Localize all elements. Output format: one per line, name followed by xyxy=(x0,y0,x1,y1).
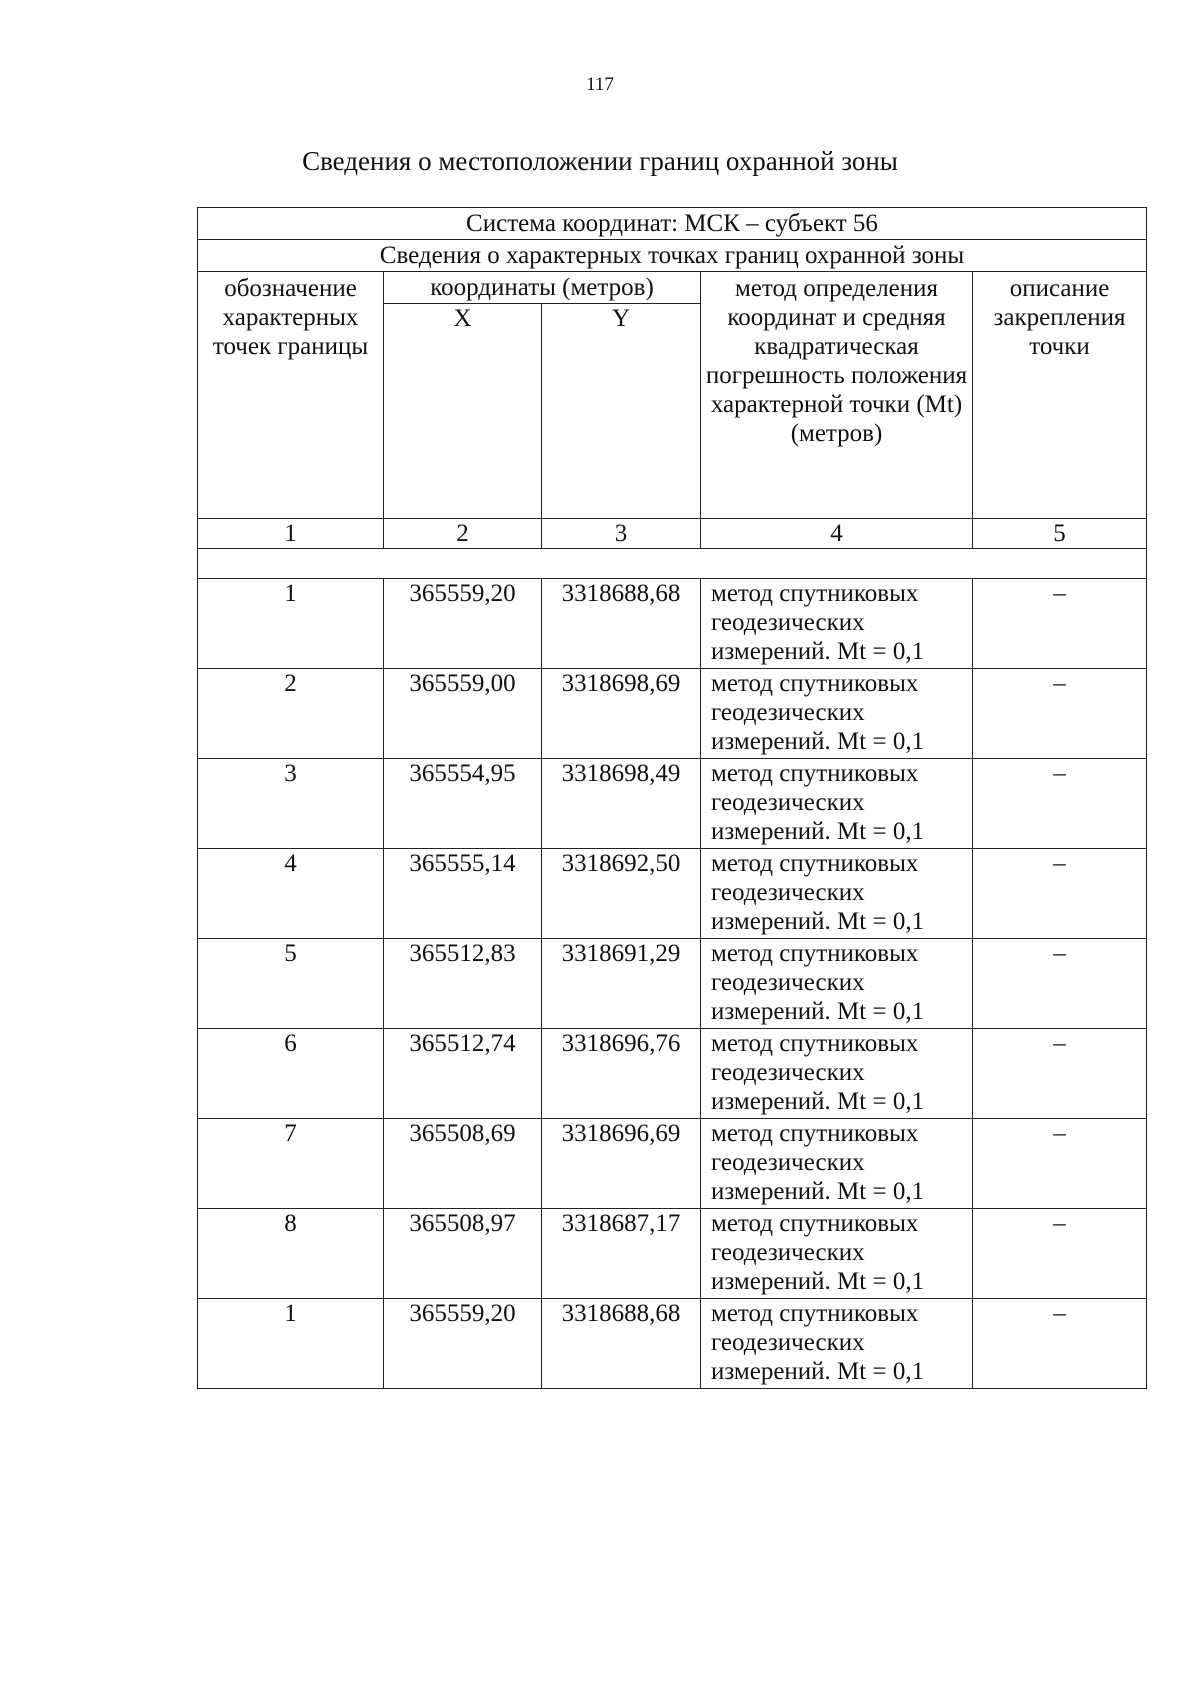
x-coordinate-cell: 365554,95 xyxy=(384,759,542,849)
x-coordinate-cell: 365559,20 xyxy=(384,579,542,669)
y-coordinate-cell: 3318687,17 xyxy=(542,1209,701,1299)
point-cell: 4 xyxy=(198,849,384,939)
y-coordinate-cell: 3318688,68 xyxy=(542,1299,701,1389)
x-coordinate-cell: 365512,83 xyxy=(384,939,542,1029)
header-method: метод определения координат и средняя квадратическая погрешность положения характерной точки (Mt) (метров) xyxy=(701,272,973,519)
table-row xyxy=(198,579,1147,669)
x-coordinate-cell: 365555,14 xyxy=(384,849,542,939)
method-cell: метод спутниковых геодезических измерений. Mt = 0,1 xyxy=(701,1029,973,1119)
method-cell: метод спутниковых геодезических измерений. Mt = 0,1 xyxy=(701,1299,973,1389)
method-cell: метод спутниковых геодезических измерений. Mt = 0,1 xyxy=(701,579,973,669)
point-cell: 7 xyxy=(198,1119,384,1209)
document-title: Сведения о местоположении границ охранной зоны xyxy=(302,146,898,176)
y-coordinate-cell: 3318696,69 xyxy=(542,1119,701,1209)
table-row xyxy=(198,1029,1147,1119)
method-cell: метод спутниковых геодезических измерений. Mt = 0,1 xyxy=(701,849,973,939)
table-row xyxy=(198,849,1147,939)
point-cell: 6 xyxy=(198,1029,384,1119)
table-row xyxy=(198,669,1147,759)
header-coordinates: координаты (метров) xyxy=(384,272,701,304)
point-cell: 8 xyxy=(198,1209,384,1299)
x-coordinate-cell: 365559,00 xyxy=(384,669,542,759)
column-number: 3 xyxy=(542,519,701,549)
table-header xyxy=(198,208,1147,579)
description-cell: – xyxy=(973,579,1147,669)
table-body xyxy=(198,579,1147,1389)
description-cell: – xyxy=(973,759,1147,849)
description-cell: – xyxy=(973,849,1147,939)
description-cell: – xyxy=(973,1029,1147,1119)
header-x: X xyxy=(384,304,542,519)
column-number: 1 xyxy=(198,519,384,549)
point-cell: 5 xyxy=(198,939,384,1029)
y-coordinate-cell: 3318692,50 xyxy=(542,849,701,939)
column-number: 5 xyxy=(973,519,1147,549)
header-y: Y xyxy=(542,304,701,519)
point-cell: 1 xyxy=(198,579,384,669)
page-number: 117 xyxy=(586,74,614,95)
method-cell: метод спутниковых геодезических измерений. Mt = 0,1 xyxy=(701,669,973,759)
header-description: описание закрепления точки xyxy=(973,272,1147,519)
method-cell: метод спутниковых геодезических измерений. Mt = 0,1 xyxy=(701,759,973,849)
boundary-points-table xyxy=(197,207,1147,1389)
description-cell: – xyxy=(973,1119,1147,1209)
y-coordinate-cell: 3318698,49 xyxy=(542,759,701,849)
point-cell: 2 xyxy=(198,669,384,759)
empty-cell xyxy=(198,549,1147,579)
column-number: 2 xyxy=(384,519,542,549)
table-row xyxy=(198,759,1147,849)
table-row xyxy=(198,1119,1147,1209)
coordinate-system-caption: Система координат: МСК – субъект 56 xyxy=(198,208,1147,240)
method-cell: метод спутниковых геодезических измерений. Mt = 0,1 xyxy=(701,939,973,1029)
x-coordinate-cell: 365512,74 xyxy=(384,1029,542,1119)
description-cell: – xyxy=(973,669,1147,759)
column-number: 4 xyxy=(701,519,973,549)
y-coordinate-cell: 3318698,69 xyxy=(542,669,701,759)
x-coordinate-cell: 365508,69 xyxy=(384,1119,542,1209)
method-cell: метод спутниковых геодезических измерений. Mt = 0,1 xyxy=(701,1209,973,1299)
point-cell: 3 xyxy=(198,759,384,849)
y-coordinate-cell: 3318696,76 xyxy=(542,1029,701,1119)
description-cell: – xyxy=(973,939,1147,1029)
y-coordinate-cell: 3318691,29 xyxy=(542,939,701,1029)
description-cell: – xyxy=(973,1299,1147,1389)
points-caption: Сведения о характерных точках границ охранной зоны xyxy=(198,240,1147,272)
description-cell: – xyxy=(973,1209,1147,1299)
method-cell: метод спутниковых геодезических измерений. Mt = 0,1 xyxy=(701,1119,973,1209)
y-coordinate-cell: 3318688,68 xyxy=(542,579,701,669)
table-row xyxy=(198,1209,1147,1299)
empty-separator-row xyxy=(198,549,1147,579)
header-designation: обозначение характерных точек границы xyxy=(198,272,384,519)
table-row xyxy=(198,939,1147,1029)
column-numbers-row xyxy=(198,519,1147,549)
table-row xyxy=(198,1299,1147,1389)
x-coordinate-cell: 365508,97 xyxy=(384,1209,542,1299)
x-coordinate-cell: 365559,20 xyxy=(384,1299,542,1389)
point-cell: 1 xyxy=(198,1299,384,1389)
